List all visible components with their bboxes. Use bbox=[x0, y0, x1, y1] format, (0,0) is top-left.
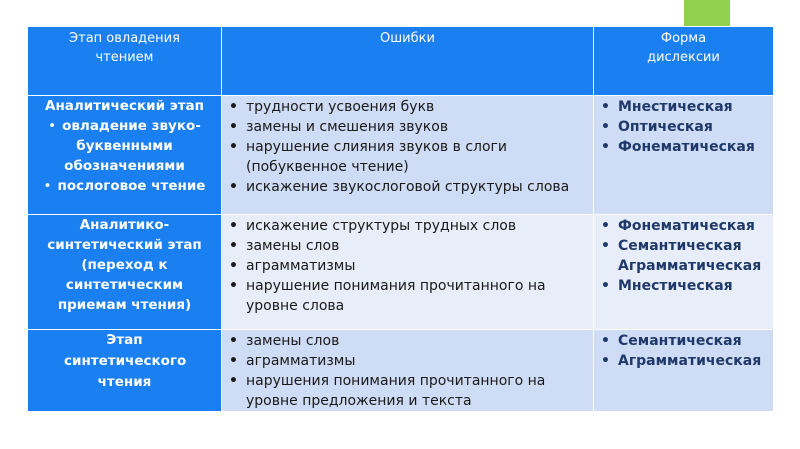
list-item: • нарушение понимания прочитанного на уровне слова bbox=[222, 276, 593, 316]
stage-cell bbox=[28, 96, 222, 215]
form-cell bbox=[594, 215, 774, 330]
table-row bbox=[28, 330, 774, 412]
header-errors: Ошибки bbox=[222, 27, 594, 96]
table-row bbox=[28, 215, 774, 330]
list-item: • замены слов bbox=[222, 331, 593, 351]
list-item: • Семантическая bbox=[594, 236, 773, 256]
list-item: • замены слов bbox=[222, 236, 593, 256]
form-cell bbox=[594, 96, 774, 215]
dyslexia-table bbox=[27, 26, 774, 412]
errors-cell bbox=[222, 330, 594, 412]
list-item: • трудности усвоения букв bbox=[222, 97, 593, 117]
list-item: • Аграмматическая bbox=[594, 351, 773, 371]
stage-title: Аналитический этап bbox=[45, 98, 204, 114]
list-item: • аграмматизмы bbox=[222, 351, 593, 371]
list-item: • искажение структуры трудных слов bbox=[222, 216, 593, 236]
errors-cell bbox=[222, 96, 594, 215]
form-cell bbox=[594, 330, 774, 412]
header-stage: Этап овладения чтением bbox=[28, 27, 222, 96]
list-item: • Фонематическая bbox=[594, 216, 773, 236]
list-item: Аграмматическая bbox=[618, 258, 762, 274]
list-item: • замены и смешения звуков bbox=[222, 117, 593, 137]
list-item: • искажение звукослоговой структуры слова bbox=[222, 177, 593, 197]
list-item: • Мнестическая bbox=[594, 97, 773, 117]
stage-cell bbox=[28, 330, 222, 412]
list-item: • нарушение слияния звуков в слоги (побуквенное чтение) bbox=[222, 137, 593, 177]
list-item: • Мнестическая bbox=[594, 276, 773, 296]
stage-title: Аналитико-синтетический этап (переход к синтетическим приемам чтения) bbox=[47, 217, 202, 313]
table-row bbox=[28, 96, 774, 215]
list-item: • Фонематическая bbox=[594, 137, 773, 157]
header-form: Форма дислексии bbox=[594, 27, 774, 96]
list-item: • овладение звуко-буквенными обозначениями bbox=[28, 116, 221, 176]
stage-cell bbox=[28, 215, 222, 330]
list-item: • аграмматизмы bbox=[222, 256, 593, 276]
list-item: • послоговое чтение bbox=[28, 176, 221, 196]
list-item: • Оптическая bbox=[594, 117, 773, 137]
stage-list bbox=[28, 116, 221, 196]
errors-cell bbox=[222, 215, 594, 330]
accent-bar bbox=[684, 0, 730, 27]
stage-title: Этап синтетического чтения bbox=[64, 332, 187, 390]
list-item: • Семантическая bbox=[594, 331, 773, 351]
list-item: • нарушения понимания прочитанного на уровне предложения и текста bbox=[222, 371, 593, 411]
